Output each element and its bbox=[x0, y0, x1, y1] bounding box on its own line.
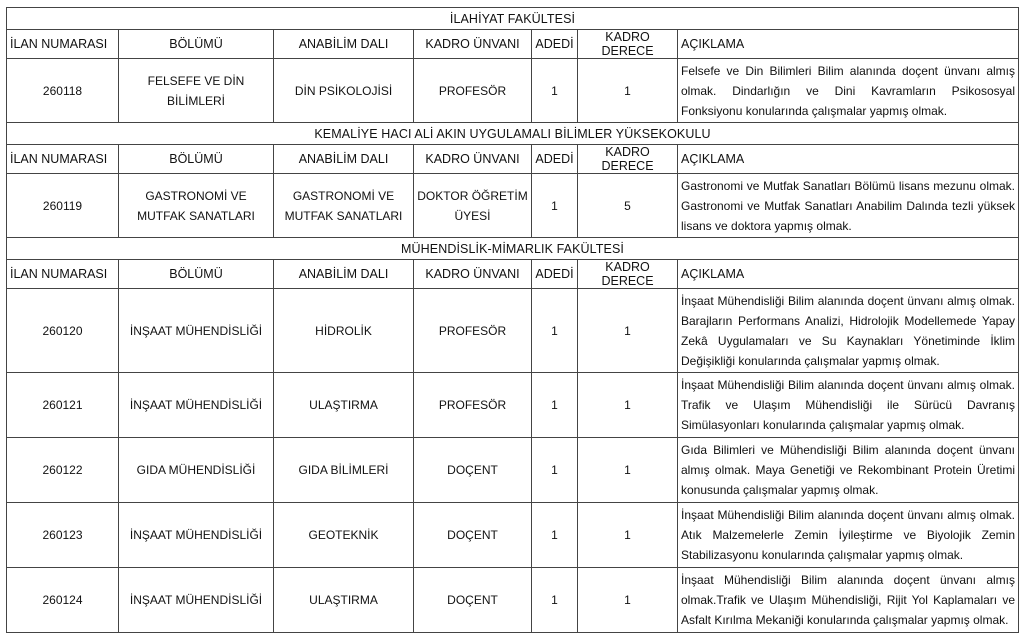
cell-bolumu: İNŞAAT MÜHENDİSLİĞİ bbox=[119, 289, 274, 373]
cell-adedi: 1 bbox=[532, 289, 578, 373]
cell-ilan-numarasi: 260118 bbox=[7, 59, 119, 123]
header-adedi: ADEDİ bbox=[532, 145, 578, 174]
cell-kadro-unvani: DOKTOR ÖĞRETİM ÜYESİ bbox=[414, 174, 532, 238]
job-postings-table bbox=[6, 7, 1019, 633]
header-row bbox=[7, 260, 1019, 289]
cell-kadro-derece: 1 bbox=[578, 568, 678, 633]
header-ilan-numarasi: İLAN NUMARASI bbox=[7, 145, 119, 174]
cell-adedi: 1 bbox=[532, 59, 578, 123]
section-title-row bbox=[7, 8, 1019, 30]
header-row bbox=[7, 30, 1019, 59]
section-title: KEMALİYE HACI ALİ AKIN UYGULAMALI BİLİMLER YÜKSEKOKULU bbox=[7, 123, 1019, 145]
header-anabilim-dali: ANABİLİM DALI bbox=[274, 145, 414, 174]
cell-anabilim-dali: GASTRONOMİ VE MUTFAK SANATLARI bbox=[274, 174, 414, 238]
cell-anabilim-dali: HİDROLİK bbox=[274, 289, 414, 373]
cell-adedi: 1 bbox=[532, 438, 578, 503]
header-anabilim-dali: ANABİLİM DALI bbox=[274, 260, 414, 289]
cell-bolumu: FELSEFE VE DİN BİLİMLERİ bbox=[119, 59, 274, 123]
header-bolumu: BÖLÜMÜ bbox=[119, 30, 274, 59]
cell-kadro-derece: 5 bbox=[578, 174, 678, 238]
section-title: MÜHENDİSLİK-MİMARLIK FAKÜLTESİ bbox=[7, 238, 1019, 260]
table-row bbox=[7, 503, 1019, 568]
cell-ilan-numarasi: 260119 bbox=[7, 174, 119, 238]
cell-kadro-derece: 1 bbox=[578, 438, 678, 503]
header-kadro-derece: KADRO DERECE bbox=[578, 145, 678, 174]
cell-anabilim-dali: GEOTEKNİK bbox=[274, 503, 414, 568]
section-title-row bbox=[7, 123, 1019, 145]
cell-aciklama: İnşaat Mühendisliği Bilim alanında doçent ünvanı almış olmak. Atık Malzemelerle Zemin İyileştirme ve Biyolojik Zemin Stabilizasyonu konularında çalışmalar yapmış olmak. bbox=[678, 503, 1019, 568]
cell-bolumu: İNŞAAT MÜHENDİSLİĞİ bbox=[119, 373, 274, 438]
cell-anabilim-dali: ULAŞTIRMA bbox=[274, 568, 414, 633]
cell-bolumu: GASTRONOMİ VE MUTFAK SANATLARI bbox=[119, 174, 274, 238]
cell-aciklama: İnşaat Mühendisliği Bilim alanında doçent ünvanı almış olmak. Trafik ve Ulaşım Mühendisliği ile Sürücü Davranış Simülasyonları konularında çalışmalar yapmış olmak. bbox=[678, 373, 1019, 438]
header-adedi: ADEDİ bbox=[532, 30, 578, 59]
header-aciklama: AÇIKLAMA bbox=[678, 145, 1019, 174]
table-row bbox=[7, 289, 1019, 373]
header-kadro-derece: KADRO DERECE bbox=[578, 260, 678, 289]
cell-aciklama: Gıda Bilimleri ve Mühendisliği Bilim alanında doçent ünvanı almış olmak. Maya Genetiği ve Rekombinant Protein Üretimi konusunda çalışmalar yapmış olmak. bbox=[678, 438, 1019, 503]
cell-kadro-derece: 1 bbox=[578, 503, 678, 568]
header-kadro-unvani: KADRO ÜNVANI bbox=[414, 260, 532, 289]
cell-bolumu: İNŞAAT MÜHENDİSLİĞİ bbox=[119, 503, 274, 568]
cell-ilan-numarasi: 260122 bbox=[7, 438, 119, 503]
cell-aciklama: İnşaat Mühendisliği Bilim alanında doçent ünvanı almış olmak. Barajların Performans Analizi, Hidrolojik Modellemede Yapay Zekâ Uygulamaları ve Su Kaynakları Yönetiminde İklim Değişikliği konularında çalışmalar yapmış olmak. bbox=[678, 289, 1019, 373]
cell-aciklama: Felsefe ve Din Bilimleri Bilim alanında doçent ünvanı almış olmak. Dindarlığın ve Dini Kavramların Psikososyal Fonksiyonu konularında çalışmalar yapmış olmak. bbox=[678, 59, 1019, 123]
table-row bbox=[7, 373, 1019, 438]
header-kadro-unvani: KADRO ÜNVANI bbox=[414, 30, 532, 59]
header-row bbox=[7, 145, 1019, 174]
cell-kadro-unvani: PROFESÖR bbox=[414, 289, 532, 373]
section-title-row bbox=[7, 238, 1019, 260]
header-kadro-derece: KADRO DERECE bbox=[578, 30, 678, 59]
header-bolumu: BÖLÜMÜ bbox=[119, 260, 274, 289]
cell-anabilim-dali: GIDA BİLİMLERİ bbox=[274, 438, 414, 503]
cell-adedi: 1 bbox=[532, 373, 578, 438]
cell-aciklama: İnşaat Mühendisliği Bilim alanında doçent ünvanı almış olmak.Trafik ve Ulaşım Mühendisliği, Rijit Yol Kaplamaları ve Asfalt Kırılma Mekaniği konularında çalışmalar yapmış olmak. bbox=[678, 568, 1019, 633]
header-adedi: ADEDİ bbox=[532, 260, 578, 289]
cell-adedi: 1 bbox=[532, 503, 578, 568]
cell-aciklama: Gastronomi ve Mutfak Sanatları Bölümü lisans mezunu olmak. Gastronomi ve Mutfak Sanatları Anabilim Dalında tezli yüksek lisans ve doktora yapmış olmak. bbox=[678, 174, 1019, 238]
cell-kadro-derece: 1 bbox=[578, 373, 678, 438]
table-row bbox=[7, 59, 1019, 123]
header-aciklama: AÇIKLAMA bbox=[678, 260, 1019, 289]
header-bolumu: BÖLÜMÜ bbox=[119, 145, 274, 174]
cell-kadro-unvani: DOÇENT bbox=[414, 438, 532, 503]
cell-adedi: 1 bbox=[532, 174, 578, 238]
header-ilan-numarasi: İLAN NUMARASI bbox=[7, 260, 119, 289]
cell-bolumu: İNŞAAT MÜHENDİSLİĞİ bbox=[119, 568, 274, 633]
cell-kadro-derece: 1 bbox=[578, 289, 678, 373]
cell-ilan-numarasi: 260120 bbox=[7, 289, 119, 373]
cell-kadro-derece: 1 bbox=[578, 59, 678, 123]
cell-kadro-unvani: PROFESÖR bbox=[414, 59, 532, 123]
cell-ilan-numarasi: 260124 bbox=[7, 568, 119, 633]
header-aciklama: AÇIKLAMA bbox=[678, 30, 1019, 59]
cell-kadro-unvani: DOÇENT bbox=[414, 568, 532, 633]
header-kadro-unvani: KADRO ÜNVANI bbox=[414, 145, 532, 174]
cell-anabilim-dali: ULAŞTIRMA bbox=[274, 373, 414, 438]
header-anabilim-dali: ANABİLİM DALI bbox=[274, 30, 414, 59]
cell-bolumu: GIDA MÜHENDİSLİĞİ bbox=[119, 438, 274, 503]
table-row bbox=[7, 438, 1019, 503]
cell-anabilim-dali: DİN PSİKOLOJİSİ bbox=[274, 59, 414, 123]
cell-ilan-numarasi: 260121 bbox=[7, 373, 119, 438]
cell-kadro-unvani: PROFESÖR bbox=[414, 373, 532, 438]
cell-ilan-numarasi: 260123 bbox=[7, 503, 119, 568]
cell-adedi: 1 bbox=[532, 568, 578, 633]
header-ilan-numarasi: İLAN NUMARASI bbox=[7, 30, 119, 59]
cell-kadro-unvani: DOÇENT bbox=[414, 503, 532, 568]
section-title: İLAHİYAT FAKÜLTESİ bbox=[7, 8, 1019, 30]
table-row bbox=[7, 174, 1019, 238]
